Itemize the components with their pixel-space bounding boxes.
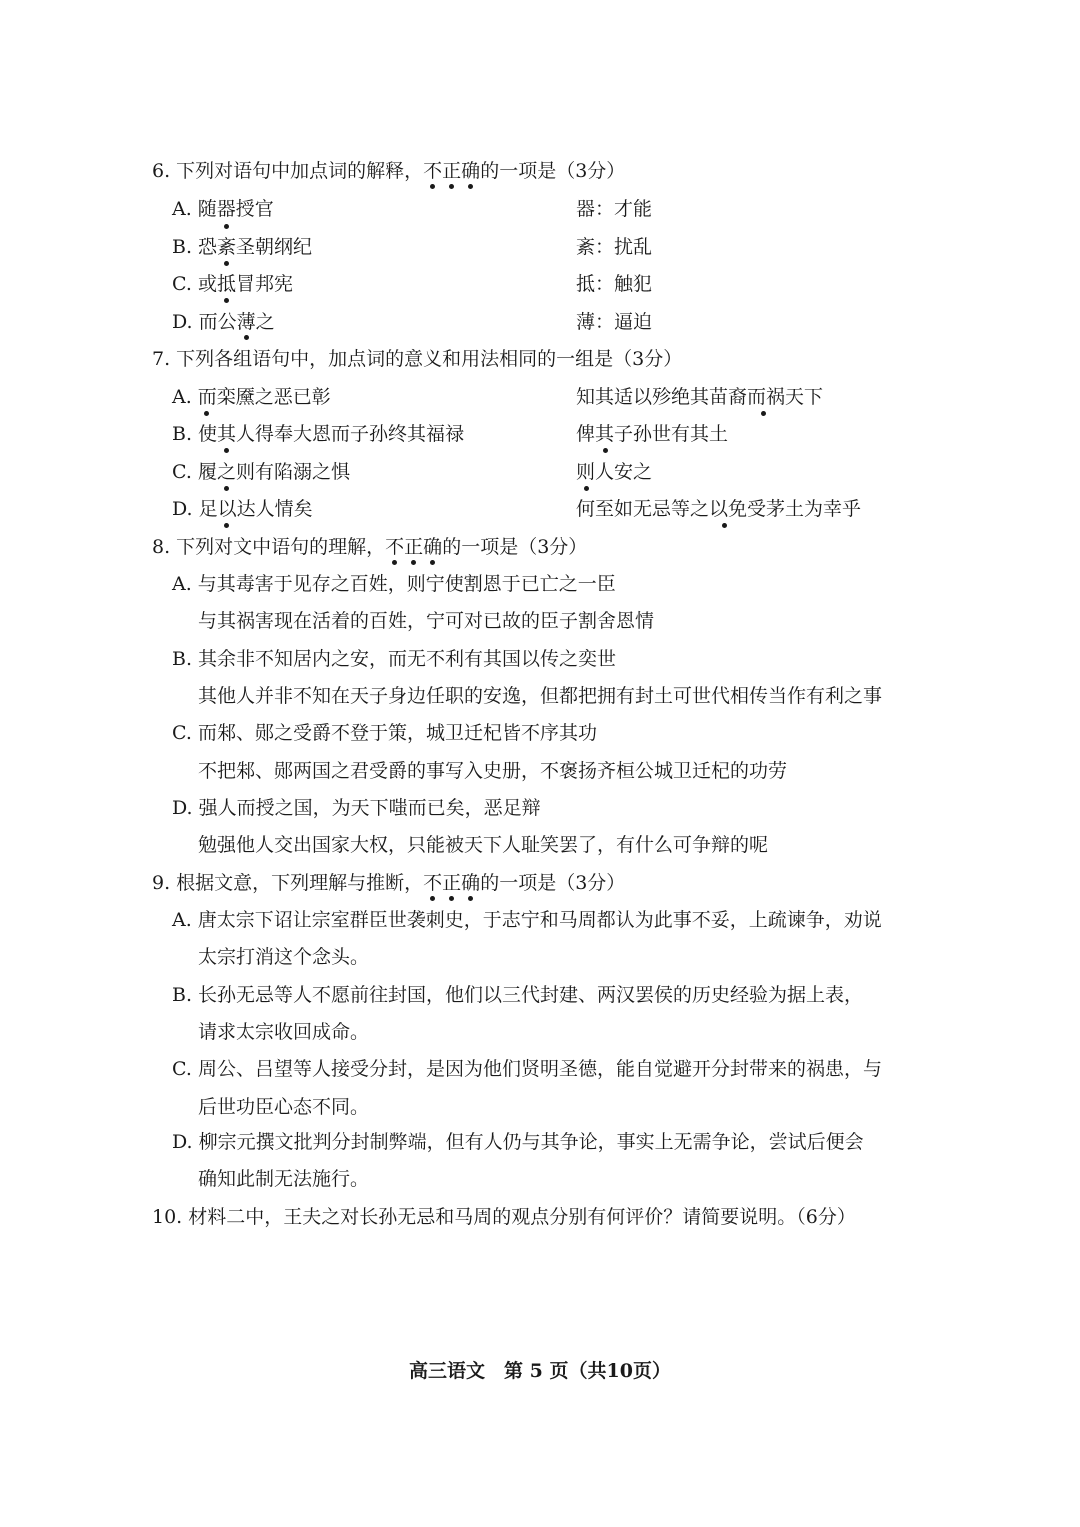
q6-option-b: B. 恐紊圣朝纲纪: [172, 236, 313, 258]
emphasis-dot: [204, 411, 209, 416]
q9-option-a-cont: 太宗打消这个念头。: [198, 946, 370, 968]
q6-option-d: D. 而公薄之: [172, 311, 275, 333]
emphasis-dot: [244, 335, 249, 340]
emphasis-dots: [423, 896, 480, 902]
q9-option-d-cont: 确知此制无法施行。: [198, 1168, 370, 1190]
q9-option-c: C. 周公、吕望等人接受分封，是因为他们贤明圣德，能自觉避开分封带来的祸患，与: [172, 1058, 882, 1080]
q9-option-d: D. 柳宗元撰文批判分封制弊端，但有人仍与其争论，事实上无需争论，尝试后便会: [172, 1131, 864, 1153]
q8-option-c: C. 而邾、郧之受爵不登于策，城卫迁杞皆不序其功: [172, 722, 597, 744]
q7-option-d-pair: 何至如无忌等之以免受茅土为幸乎: [576, 498, 862, 520]
q8-option-c-explain: 不把邾、郧两国之君受爵的事写入史册，不褒扬齐桓公城卫迁杞的功劳: [198, 760, 788, 782]
emphasis-dot: [224, 261, 229, 266]
q8-stem-suffix: 的一项是（3分）: [442, 536, 588, 558]
emphasis-dot: [603, 448, 608, 453]
q8-option-d-explain: 勉强他人交出国家大权，只能被天下人耻笑罢了，有什么可争辩的呢: [198, 834, 769, 856]
q6-option-c-gloss: 抵：触犯: [576, 273, 653, 295]
q7-option-c-pair: 则人安之: [576, 461, 653, 483]
q8-option-b: B. 其余非不知居内之安，而无不利有其国以传之奕世: [172, 648, 617, 670]
q7-option-d: D. 足以达人情矣: [172, 498, 313, 520]
q6-stem-suffix: 的一项是（3分）: [480, 160, 626, 182]
q7-option-a-pair: 知其适以殄绝其苗裔而祸天下: [576, 386, 824, 408]
q8-option-d: D. 强人而授之国，为天下嗤而已矣，恶足辩: [172, 797, 541, 819]
page-footer: 高三语文 第 5 页（共10页）: [409, 1360, 671, 1382]
q9-option-b: B. 长孙无忌等人不愿前往封国，他们以三代封建、两汉罢侯的历史经验为据上表，: [172, 984, 864, 1006]
q10-stem: 10. 材料二中，王夫之对长孙无忌和马周的观点分别有何评价？请简要说明。（6分）: [152, 1206, 856, 1228]
q6-option-b-gloss: 紊：扰乱: [576, 236, 653, 258]
emphasis-dot: [224, 298, 229, 303]
q8-option-b-explain: 其他人并非不知在天子身边任职的安逸，但都把拥有封土可世代相传当作有利之事: [198, 685, 883, 707]
q6-option-c: C. 或抵冒邦宪: [172, 273, 293, 295]
q8-option-a: A. 与其毒害于见存之百姓，则宁使割恩于已亡之一臣: [172, 573, 616, 595]
emphasis-dot: [584, 486, 589, 491]
q9-option-c-cont: 后世功臣心态不同。: [198, 1096, 370, 1118]
q9-stem: [152, 870, 625, 896]
emphasis-dots: [385, 560, 442, 566]
emphasis-dot: [224, 486, 229, 491]
q6-option-d-gloss: 薄：逼迫: [576, 311, 653, 333]
emphasis-dot: [722, 523, 727, 528]
q7-option-a: A. 而栾黡之恶已彰: [172, 386, 331, 408]
emphasis-dots: [423, 184, 480, 190]
q6-stem: [152, 158, 625, 184]
q8-stem-emph: 不正确: [385, 536, 442, 558]
q9-option-b-cont: 请求太宗收回成命。: [198, 1021, 370, 1043]
q7-option-b: B. 使其人得奉大恩而子孙终其福禄: [172, 423, 465, 445]
q8-option-a-explain: 与其祸害现在活着的百姓，宁可对已故的臣子割舍恩情: [198, 610, 655, 632]
q7-option-c: C. 履之则有陷溺之惧: [172, 461, 350, 483]
emphasis-dot: [224, 224, 229, 229]
emphasis-dot: [224, 523, 229, 528]
q9-stem-prefix: 9. 根据文意，下列理解与推断，: [152, 872, 424, 894]
q8-stem: [152, 534, 587, 560]
q6-option-a: A. 随器授官: [172, 198, 274, 220]
q9-stem-emph: 不正确: [423, 872, 480, 894]
q9-option-a: A. 唐太宗下诏让宗室群臣世袭刺史，于志宁和马周都认为此事不妥，上疏谏争，劝说: [172, 909, 882, 931]
q7-stem: 7. 下列各组语句中，加点词的意义和用法相同的一组是（3分）: [152, 348, 683, 370]
emphasis-dot: [224, 448, 229, 453]
q6-stem-emph: 不正确: [423, 160, 480, 182]
q9-stem-suffix: 的一项是（3分）: [480, 872, 626, 894]
q7-option-b-pair: 俾其子孙世有其土: [576, 423, 729, 445]
q6-option-a-gloss: 器：才能: [576, 198, 653, 220]
emphasis-dot: [761, 411, 766, 416]
q8-stem-prefix: 8. 下列对文中语句的理解，: [152, 536, 386, 558]
q6-stem-prefix: 6. 下列对语句中加点词的解释，: [152, 160, 424, 182]
